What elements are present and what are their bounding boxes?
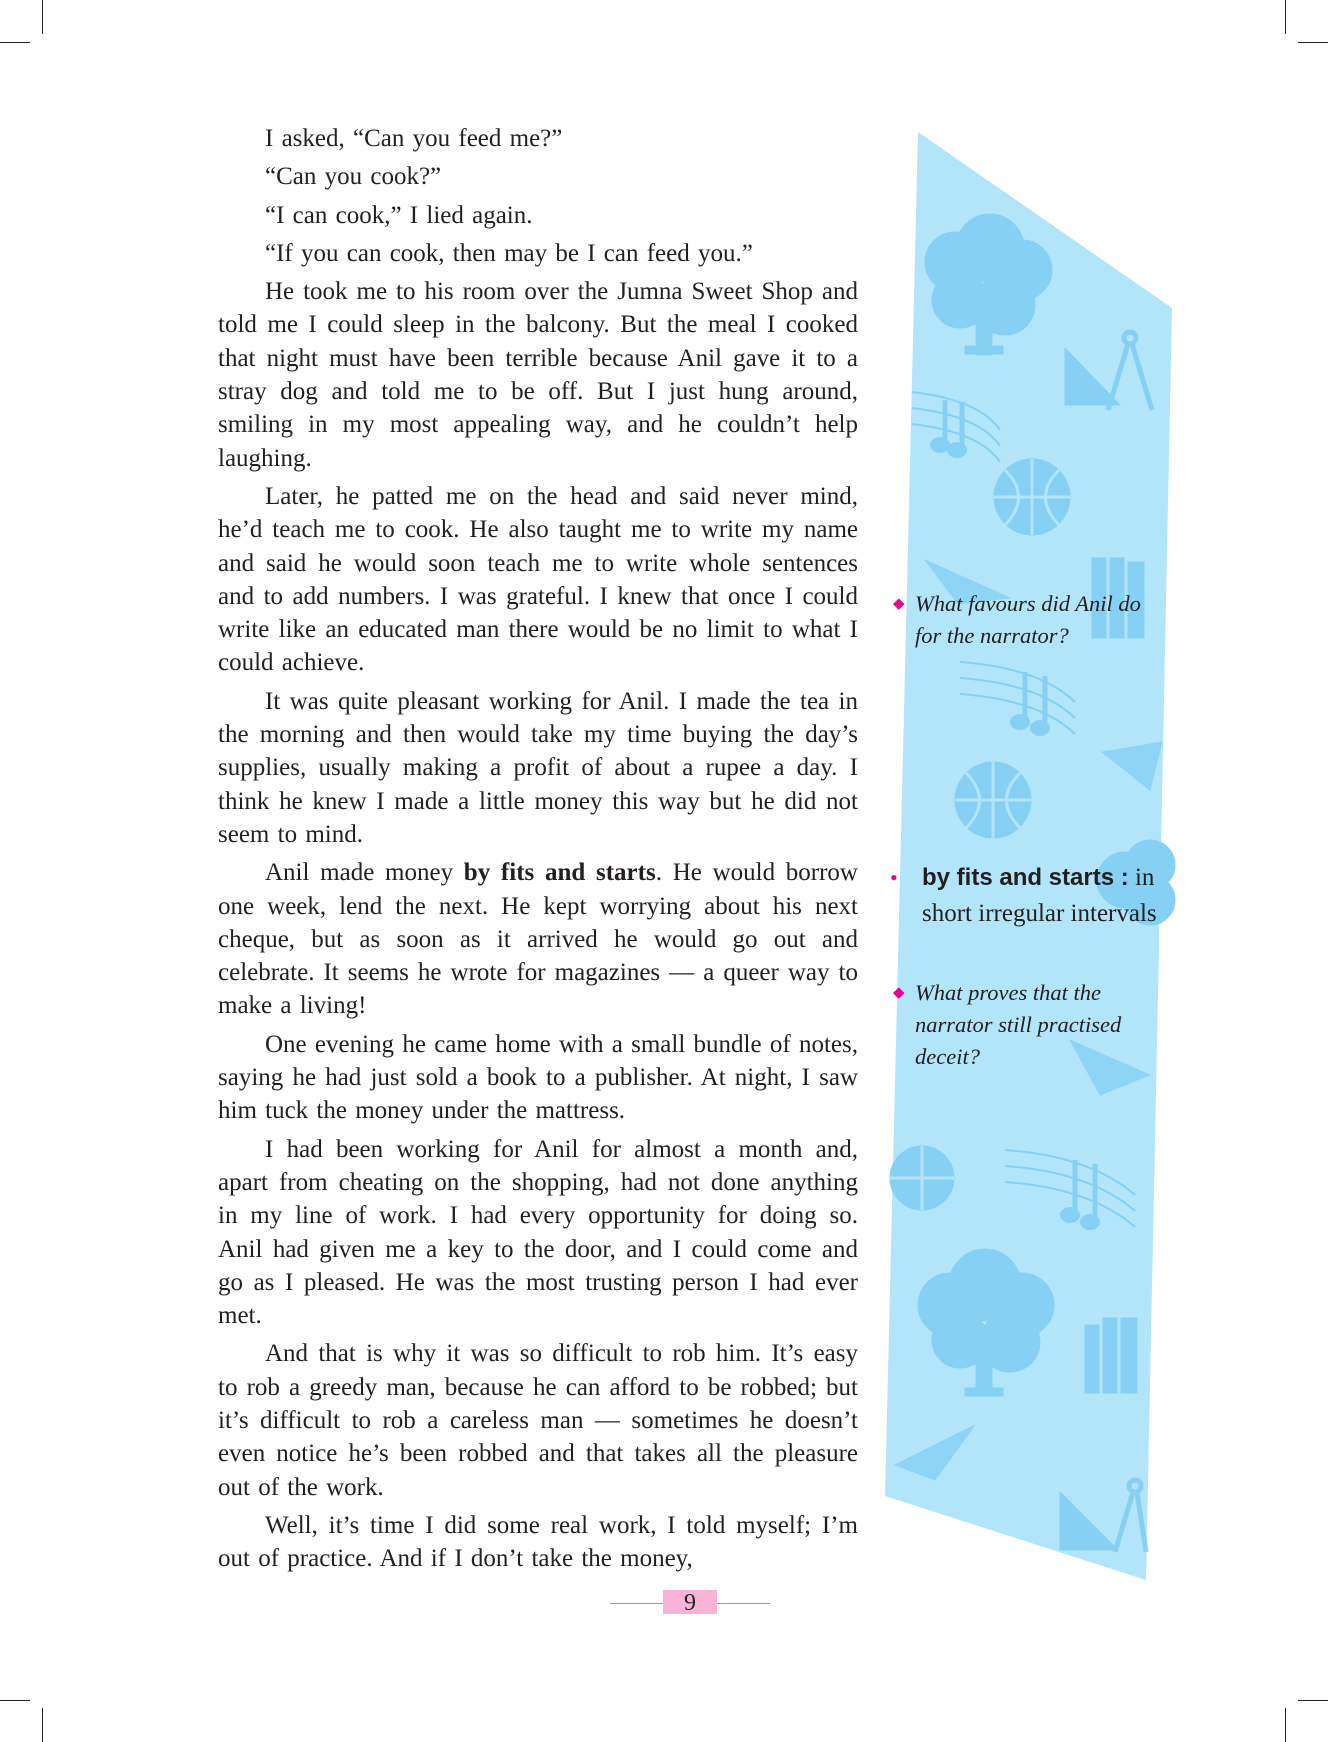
basketball-icon xyxy=(994,459,1070,535)
basketball-icon xyxy=(890,1146,954,1210)
glossary-meaning: in short irregular intervals xyxy=(922,864,1157,927)
dialogue-line: “Can you cook?” xyxy=(265,163,442,191)
dialogue-line: “I can cook,” I lied again. xyxy=(265,201,533,229)
paragraph: It was quite pleasant working for Anil. I made the tea in the morning and then would take my time buying the day’s supplies, usually making a profit of about a rupee a day. I think he knew I made a little money this way but he did not seem to mind. xyxy=(218,687,858,848)
page-number-rule xyxy=(610,1603,663,1604)
question-text: What proves that the narrator still practised deceit? xyxy=(915,980,1122,1069)
diamond-bullet-icon: ◆ xyxy=(893,985,905,1001)
page-number: 9 xyxy=(663,1590,717,1614)
margin-question xyxy=(893,977,1165,1073)
question-text: What favours did Anil do for the narrator? xyxy=(915,591,1141,648)
paragraph: He took me to his room over the Jumna Sweet Shop and told me I could sleep in the balcony. But the meal I cooked that night must have been terrible because Anil gave it to a stray dog and told me to be off. But I just hung around, smiling in my most appealing way, and he couldn’t help laughing. xyxy=(218,278,858,472)
diamond-bullet-icon: ◆ xyxy=(893,596,905,612)
glossary-term: by fits and starts : xyxy=(922,864,1129,891)
glossary-note xyxy=(890,860,1170,932)
paragraph: One evening he came home with a small bundle of notes, saying he had just sold a book to a publisher. At night, I saw him tuck the money under the mattress. xyxy=(218,1030,858,1125)
basketball-icon xyxy=(955,762,1031,838)
dialogue-line: I asked, “Can you feed me?” xyxy=(265,125,563,152)
paragraph: And that is why it was so difficult to rob him. It’s easy to rob a greedy man, because he can afford to be robbed; but it’s difficult to rob a careless man — sometimes he doesn’t even notice he’s been robbed and that takes all the pleasure out of the work. xyxy=(218,1340,858,1501)
paragraph-text: . He would borrow one week, lend the next. He kept worrying about his next cheque, but as soon as it arrived he would go out and celebrate. It seems he wrote for magazines — a queer way to make a living! xyxy=(218,859,858,1020)
paragraph-with-glossed-phrase xyxy=(218,856,858,1022)
dot-bullet-icon: • xyxy=(890,865,898,890)
paragraph: Well, it’s time I did some real work, I told myself; I’m out of practice. And if I don’t take the money, xyxy=(218,1511,858,1573)
books-icon xyxy=(1085,1318,1137,1393)
page-number-rule xyxy=(717,1603,770,1604)
paragraph-text: Anil made money xyxy=(265,859,464,887)
story-text xyxy=(218,122,858,1580)
paragraph: I had been working for Anil for almost a month and, apart from cheating on the shopping, had not done anything in my line of work. I had every opportunity for doing so. Anil had given me a key to the door, and I could come and go as I pleased. He was the most trusting person I had ever met. xyxy=(218,1135,858,1330)
dialogue-line: “If you can cook, then may be I can feed you.” xyxy=(265,239,753,267)
margin-question xyxy=(893,588,1165,652)
paragraph: Later, he patted me on the head and said never mind, he’d teach me to cook. He also taught me to write my name and said he would soon teach me to write whole sentences and to add numbers. I was grateful. I knew that once I could write like an educated man there would be no limit to what I could achieve. xyxy=(218,482,858,677)
glossed-phrase: by fits and starts xyxy=(463,859,656,887)
